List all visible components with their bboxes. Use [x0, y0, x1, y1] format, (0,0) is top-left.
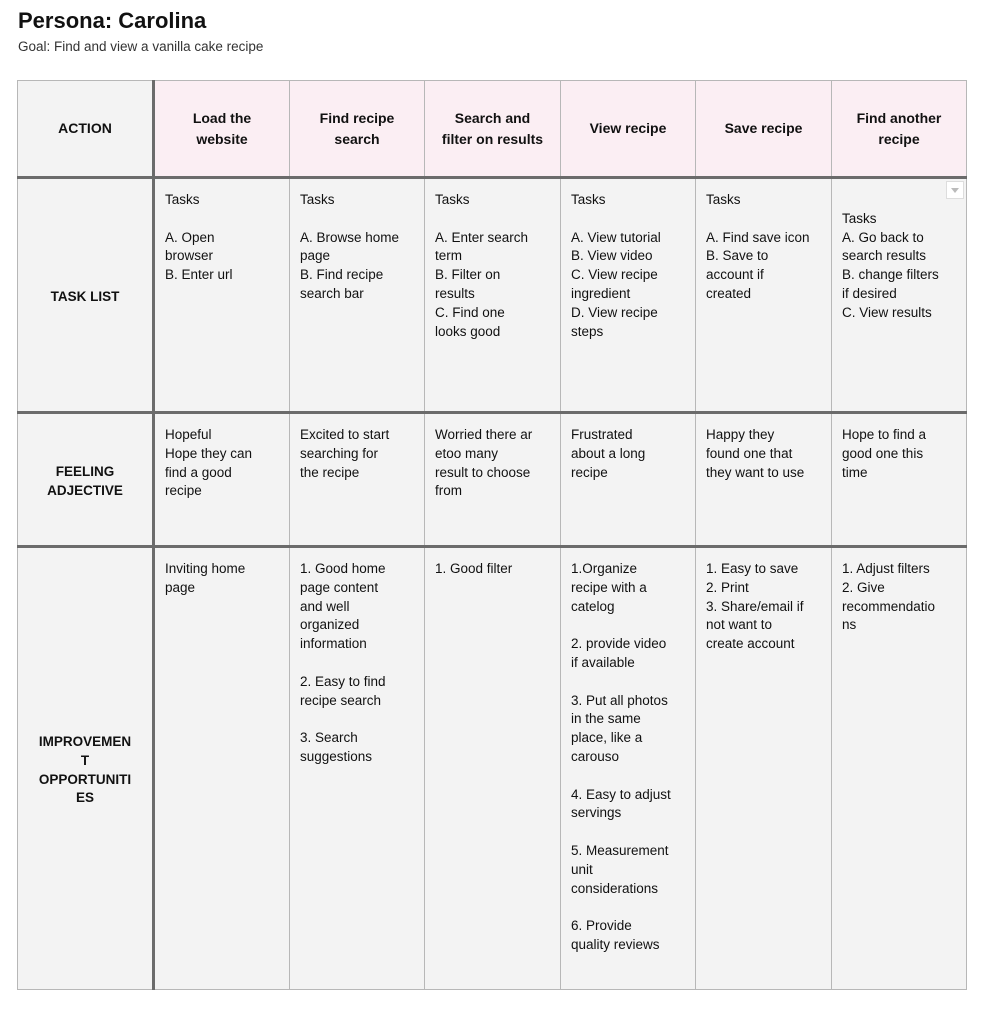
improvement-cell-view-recipe[interactable]: 1.Organize recipe with a catelog 2. provide video if available 3. Put all photos in the same place, like a carouso 4. Easy to adjust servings 5. Measurement unit considerations 6. Provide quality reviews [561, 547, 696, 990]
stage-header-row [18, 81, 967, 178]
persona-title: Persona: Carolina [18, 8, 207, 33]
cell-dropdown-icon[interactable] [946, 181, 964, 199]
feeling-cell-find-recipe-search[interactable]: Excited to start searching for the recipe [290, 413, 425, 547]
improvement-cell-find-recipe-search[interactable]: 1. Good home page content and well organized information 2. Easy to find recipe search 3. Search suggestions [290, 547, 425, 990]
improvement-cell-search-filter[interactable]: 1. Good filter [425, 547, 561, 990]
stage-header-view-recipe[interactable]: View recipe [561, 81, 696, 178]
stage-header-save-recipe[interactable]: Save recipe [696, 81, 832, 178]
feeling-cell-search-filter[interactable]: Worried there ar etoo many result to choose from [425, 413, 561, 547]
feeling-cell-save-recipe[interactable]: Happy they found one that they want to use [696, 413, 832, 547]
stage-header-load-website[interactable]: Load the website [154, 81, 290, 178]
action-header-cell: ACTION [18, 81, 154, 178]
task-cell-save-recipe[interactable]: Tasks A. Find save icon B. Save to account if created [696, 178, 832, 413]
goal-text: Goal: Find and view a vanilla cake recipe [18, 39, 264, 54]
row-label-task-list: TASK LIST [18, 178, 154, 413]
task-list-row [18, 178, 967, 413]
row-label-improvement: IMPROVEMEN T OPPORTUNITI ES [18, 547, 154, 990]
improvement-row [18, 547, 967, 990]
improvement-cell-find-another[interactable]: 1. Adjust filters 2. Give recommendatio ns [832, 547, 967, 990]
task-cell-search-filter[interactable]: Tasks A. Enter search term B. Filter on results C. Find one looks good [425, 178, 561, 413]
feeling-cell-load-website[interactable]: Hopeful Hope they can find a good recipe [154, 413, 290, 547]
task-cell-find-another-text: Tasks A. Go back to search results B. change filters if desired C. View results [842, 210, 939, 320]
stage-header-find-recipe-search[interactable]: Find recipe search [290, 81, 425, 178]
task-cell-load-website[interactable]: Tasks A. Open browser B. Enter url [154, 178, 290, 413]
feeling-cell-find-another[interactable]: Hope to find a good one this time [832, 413, 967, 547]
stage-header-search-filter[interactable]: Search and filter on results [425, 81, 561, 178]
row-label-feeling: FEELING ADJECTIVE [18, 413, 154, 547]
feeling-row [18, 413, 967, 547]
stage-header-find-another[interactable]: Find another recipe [832, 81, 967, 178]
improvement-cell-load-website[interactable]: Inviting home page [154, 547, 290, 990]
task-cell-find-another[interactable] [832, 178, 967, 413]
improvement-cell-save-recipe[interactable]: 1. Easy to save 2. Print 3. Share/email if not want to create account [696, 547, 832, 990]
feeling-cell-view-recipe[interactable]: Frustrated about a long recipe [561, 413, 696, 547]
task-cell-find-recipe-search[interactable]: Tasks A. Browse home page B. Find recipe search bar [290, 178, 425, 413]
task-cell-view-recipe[interactable]: Tasks A. View tutorial B. View video C. View recipe ingredient D. View recipe steps [561, 178, 696, 413]
journey-map-table [17, 80, 967, 990]
